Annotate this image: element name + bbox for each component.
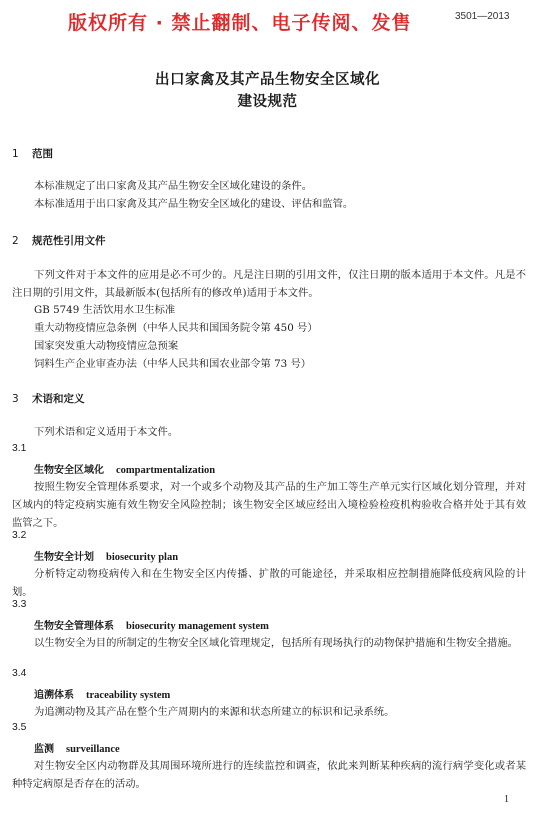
- standard-number: 3501—2013: [455, 11, 510, 22]
- term-heading: [34, 617, 269, 632]
- clause-number: 3.1: [12, 443, 27, 454]
- term-heading: [34, 740, 120, 755]
- term-cn: 生物安全管理体系: [34, 621, 114, 632]
- watermark-banner: 版权所有 · 禁止翻制、电子传阅、发售: [68, 12, 412, 34]
- term-heading: [34, 686, 170, 701]
- section-heading-scope: [12, 146, 53, 161]
- term-definition: 按照生物安全管理体系要求，对一个或多个动物及其产品的生产加工等生产单元实行区域化划分管理，并对区域内的特定疫病实施有效生物安全风险控制；该生物安全区域应经出入境检验检疫机构验收合格并处于其有效监管之下。: [12, 481, 526, 529]
- term-definition: 为追溯动物及其产品在整个生产周期内的来源和状态所建立的标识和记录系统。: [34, 706, 395, 718]
- document-title-line-1: 出口家禽及其产品生物安全区域化: [155, 72, 380, 88]
- term-definition: 以生物安全为目的所制定的生物安全区域化管理规定，包括所有现场执行的动物保护措施和生物安全措施。: [34, 637, 518, 649]
- page-number: 1: [504, 794, 509, 805]
- term-heading: [34, 548, 178, 563]
- reference-item: 国家突发重大动物疫情应急预案: [34, 340, 179, 352]
- clause-number: 3.4: [12, 668, 27, 679]
- term-cn: 生物安全计划: [34, 552, 94, 563]
- section-number: 2: [12, 235, 19, 247]
- term-en: traceability system: [86, 690, 171, 701]
- term-cn: 生物安全区域化: [34, 465, 104, 476]
- terms-intro: 下列术语和定义适用于本文件。: [34, 426, 179, 438]
- section-heading-terms: [12, 391, 85, 406]
- scope-line-1: 本标准规定了出口家禽及其产品生物安全区域化建设的条件。: [34, 180, 313, 192]
- term-en: surveillance: [66, 744, 120, 755]
- section-title: 规范性引用文件: [32, 235, 106, 247]
- term-definition: 分析特定动物疫病传入和在生物安全区内传播、扩散的可能途径，并采取相应控制措施降低疫病风险的计划。: [12, 568, 526, 598]
- references-intro: 下列文件对于本文件的应用是必不可少的。凡是注日期的引用文件，仅注日期的版本适用于本文件。凡是不注日期的引用文件，其最新版本(包括所有的修改单)适用于本文件。: [12, 269, 526, 299]
- section-number: 1: [12, 148, 19, 160]
- reference-item: GB 5749 生活饮用水卫生标准: [34, 304, 176, 316]
- term-en: biosecurity management system: [126, 621, 269, 632]
- scope-line-2: 本标准适用于出口家禽及其产品生物安全区域化的建设、评估和监管。: [34, 198, 354, 210]
- section-title: 术语和定义: [32, 393, 85, 405]
- reference-item: 重大动物疫情应急条例（中华人民共和国国务院令第 450 号）: [34, 322, 318, 334]
- term-cn: 监测: [34, 744, 54, 755]
- clause-number: 3.2: [12, 530, 27, 541]
- clause-number: 3.5: [12, 722, 27, 733]
- term-heading: [34, 461, 215, 476]
- term-cn: 追溯体系: [34, 690, 74, 701]
- term-en: compartmentalization: [116, 465, 216, 476]
- reference-item: 饲料生产企业审查办法（中华人民共和国农业部令第 73 号）: [34, 358, 312, 370]
- section-title: 范围: [32, 148, 53, 160]
- section-heading-normative-references: [12, 233, 106, 248]
- document-title-line-2: 建设规范: [237, 94, 298, 110]
- section-number: 3: [12, 393, 19, 405]
- term-definition: 对生物安全区内动物群及其周围环境所进行的连续监控和调查，依此来判断某种疾病的流行病学变化或者某种特定病原是否存在的活动。: [12, 760, 526, 790]
- term-en: biosecurity plan: [106, 552, 179, 563]
- clause-number: 3.3: [12, 599, 27, 610]
